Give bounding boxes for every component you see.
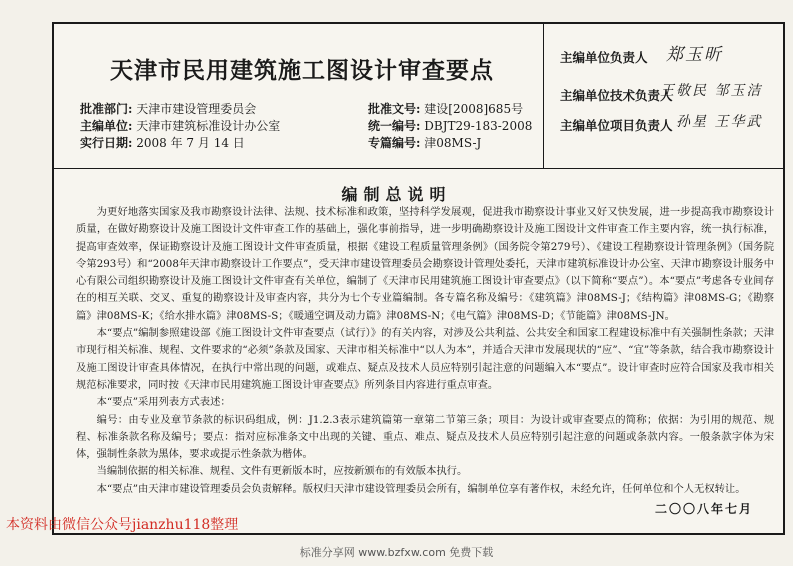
paragraph-purpose: 为更好地落实国家及我市勘察设计法律、法规、技术标准和政策，坚持科学发展观，促进我市勘察设计事业又好又快发展，进一步提高我市勘察设计质量，在做好勘察设计及施工图设计文件审查工作的基础上，强化事前指导，进一步明确勘察设计及施工图设计文件审查工作主要内容，统一执行标准，提高审查效率，保证勘察设计及施工图设计文件审查质量，根据《建设工程质量管理条例》（国务院令第279号）、《建设工程勘察设计管理条例》（国务院令第293号）和“2008年天津市勘察设计工作要点”，受天津市建设管理委员会勘察设计管理处委托，天津市建筑标准设计办公室、天津市勘察设计服务中心有限公司组织勘察设计及施工图设计文件审查有关单位，编制了《天津市民用建筑施工图设计审查要点》（以下简称“要点”）。本“要点”考虑各专业间存在的相互关联、交叉、重复的勘察设计及审查内容，共分为七个专业篇编制。各专篇名称及编号：《建筑篇》津08MS-J；《结构篇》津08MS-G；《勘察篇》津08MS-K；《给水排水篇》津08MS-S；《暖通空调及动力篇》津08MS-N；《电气篇》津08MS-D；《节能篇》津08MS-JN。: [76, 206, 774, 322]
watermark-text: 本资料由微信公众号jianzhu118整理: [6, 517, 239, 533]
album-number-label: 专篇编号:: [368, 136, 421, 150]
album-number-value: 津08MS-J: [424, 136, 482, 150]
paragraph-copyright: 本“要点”由天津市建设管理委员会负责解释。版权归天津市建设管理委员会所有，编制单位享有著作权，未经允许，任何单位和个人无权转让。: [96, 482, 746, 495]
effective-date-label: 实行日期:: [80, 136, 133, 150]
unit-head-label: 主编单位负责人: [560, 50, 648, 65]
editor-unit: [80, 117, 280, 134]
footer-text: 标准分享网 www.bzfxw.com 免费下载: [299, 546, 494, 559]
issue-date: 二〇〇八年七月: [654, 502, 753, 516]
paragraph-format: 本“要点”采用列表方式表述：: [96, 396, 231, 409]
section-body: [76, 204, 774, 498]
editor-unit-label: 主编单位:: [80, 119, 133, 133]
project-head-label: 主编单位项目负责人: [560, 118, 673, 133]
album-number: [368, 134, 481, 151]
editor-unit-value: 天津市建筑标准设计办公室: [136, 119, 281, 133]
tech-head-signature: 王敬民 邹玉洁: [660, 83, 763, 99]
header-divider-horizontal: [52, 168, 785, 169]
unified-number-label: 统一编号:: [368, 119, 421, 133]
effective-date-value: 2008 年 7 月 14 日: [136, 136, 245, 150]
unified-number: [368, 117, 532, 134]
paragraph-definitions: 编号：由专业及章节条款的标识码组成，例：J1.2.3表示建筑篇第一章第二节第三条；项目：为设计或审查要点的简称；依据：为引用的规范、规程、标准条款名称及编号；要点：指对应标准条文中出现的关键、重点、难点、疑点及技术人员应特别引起注意的问题或条款内容。一般条款字体为宋体，强制性条款为黑体，要求或提示性条款为楷体。: [76, 413, 774, 461]
paragraph-reference: 本“要点”编制参照建设部《施工图设计文件审查要点（试行）》的有关内容，对涉及公共利益、公共安全和国家工程建设标准中有关强制性条款；天津市现行相关标准、规程、文件要求的“必须”条款及国家、天津市相关标准中“以人为本”，并适合天津市发展现状的“应”、“宜”等条款，结合我市勘察设计及施工图设计审查具体情况，在执行中常出现的问题，或难点、疑点及技术人员应特别引起注意的问题编入本“要点”。设计审查时应符合国家及我市相关规范标准要求，同时按《天津市民用建筑施工图设计审查要点》所列条目内容进行重点审查。: [76, 327, 774, 391]
paragraph-updates: 当编制依据的相关标准、规程、文件有更新版本时，应按新颁布的有效版本执行。: [96, 465, 468, 478]
unified-number-value: DBJT29-183-2008: [424, 119, 533, 133]
effective-date: [80, 134, 245, 151]
tech-head-label: 主编单位技术负责人: [560, 88, 673, 103]
approval-number-label: 批准文号:: [368, 102, 421, 116]
header-divider-vertical: [543, 22, 544, 168]
approval-number: [368, 100, 523, 117]
unit-head-signature: 郑玉昕: [666, 45, 723, 65]
project-head-signature: 孙星 王华武: [676, 114, 763, 130]
document-title: 天津市民用建筑施工图设计审查要点: [110, 58, 494, 84]
approval-dept-value: 天津市建设管理委员会: [136, 102, 257, 116]
approval-dept: [80, 100, 256, 117]
approval-number-value: 建设[2008]685号: [424, 102, 524, 116]
section-title: 编制总说明: [341, 185, 452, 204]
approval-dept-label: 批准部门:: [80, 102, 133, 116]
